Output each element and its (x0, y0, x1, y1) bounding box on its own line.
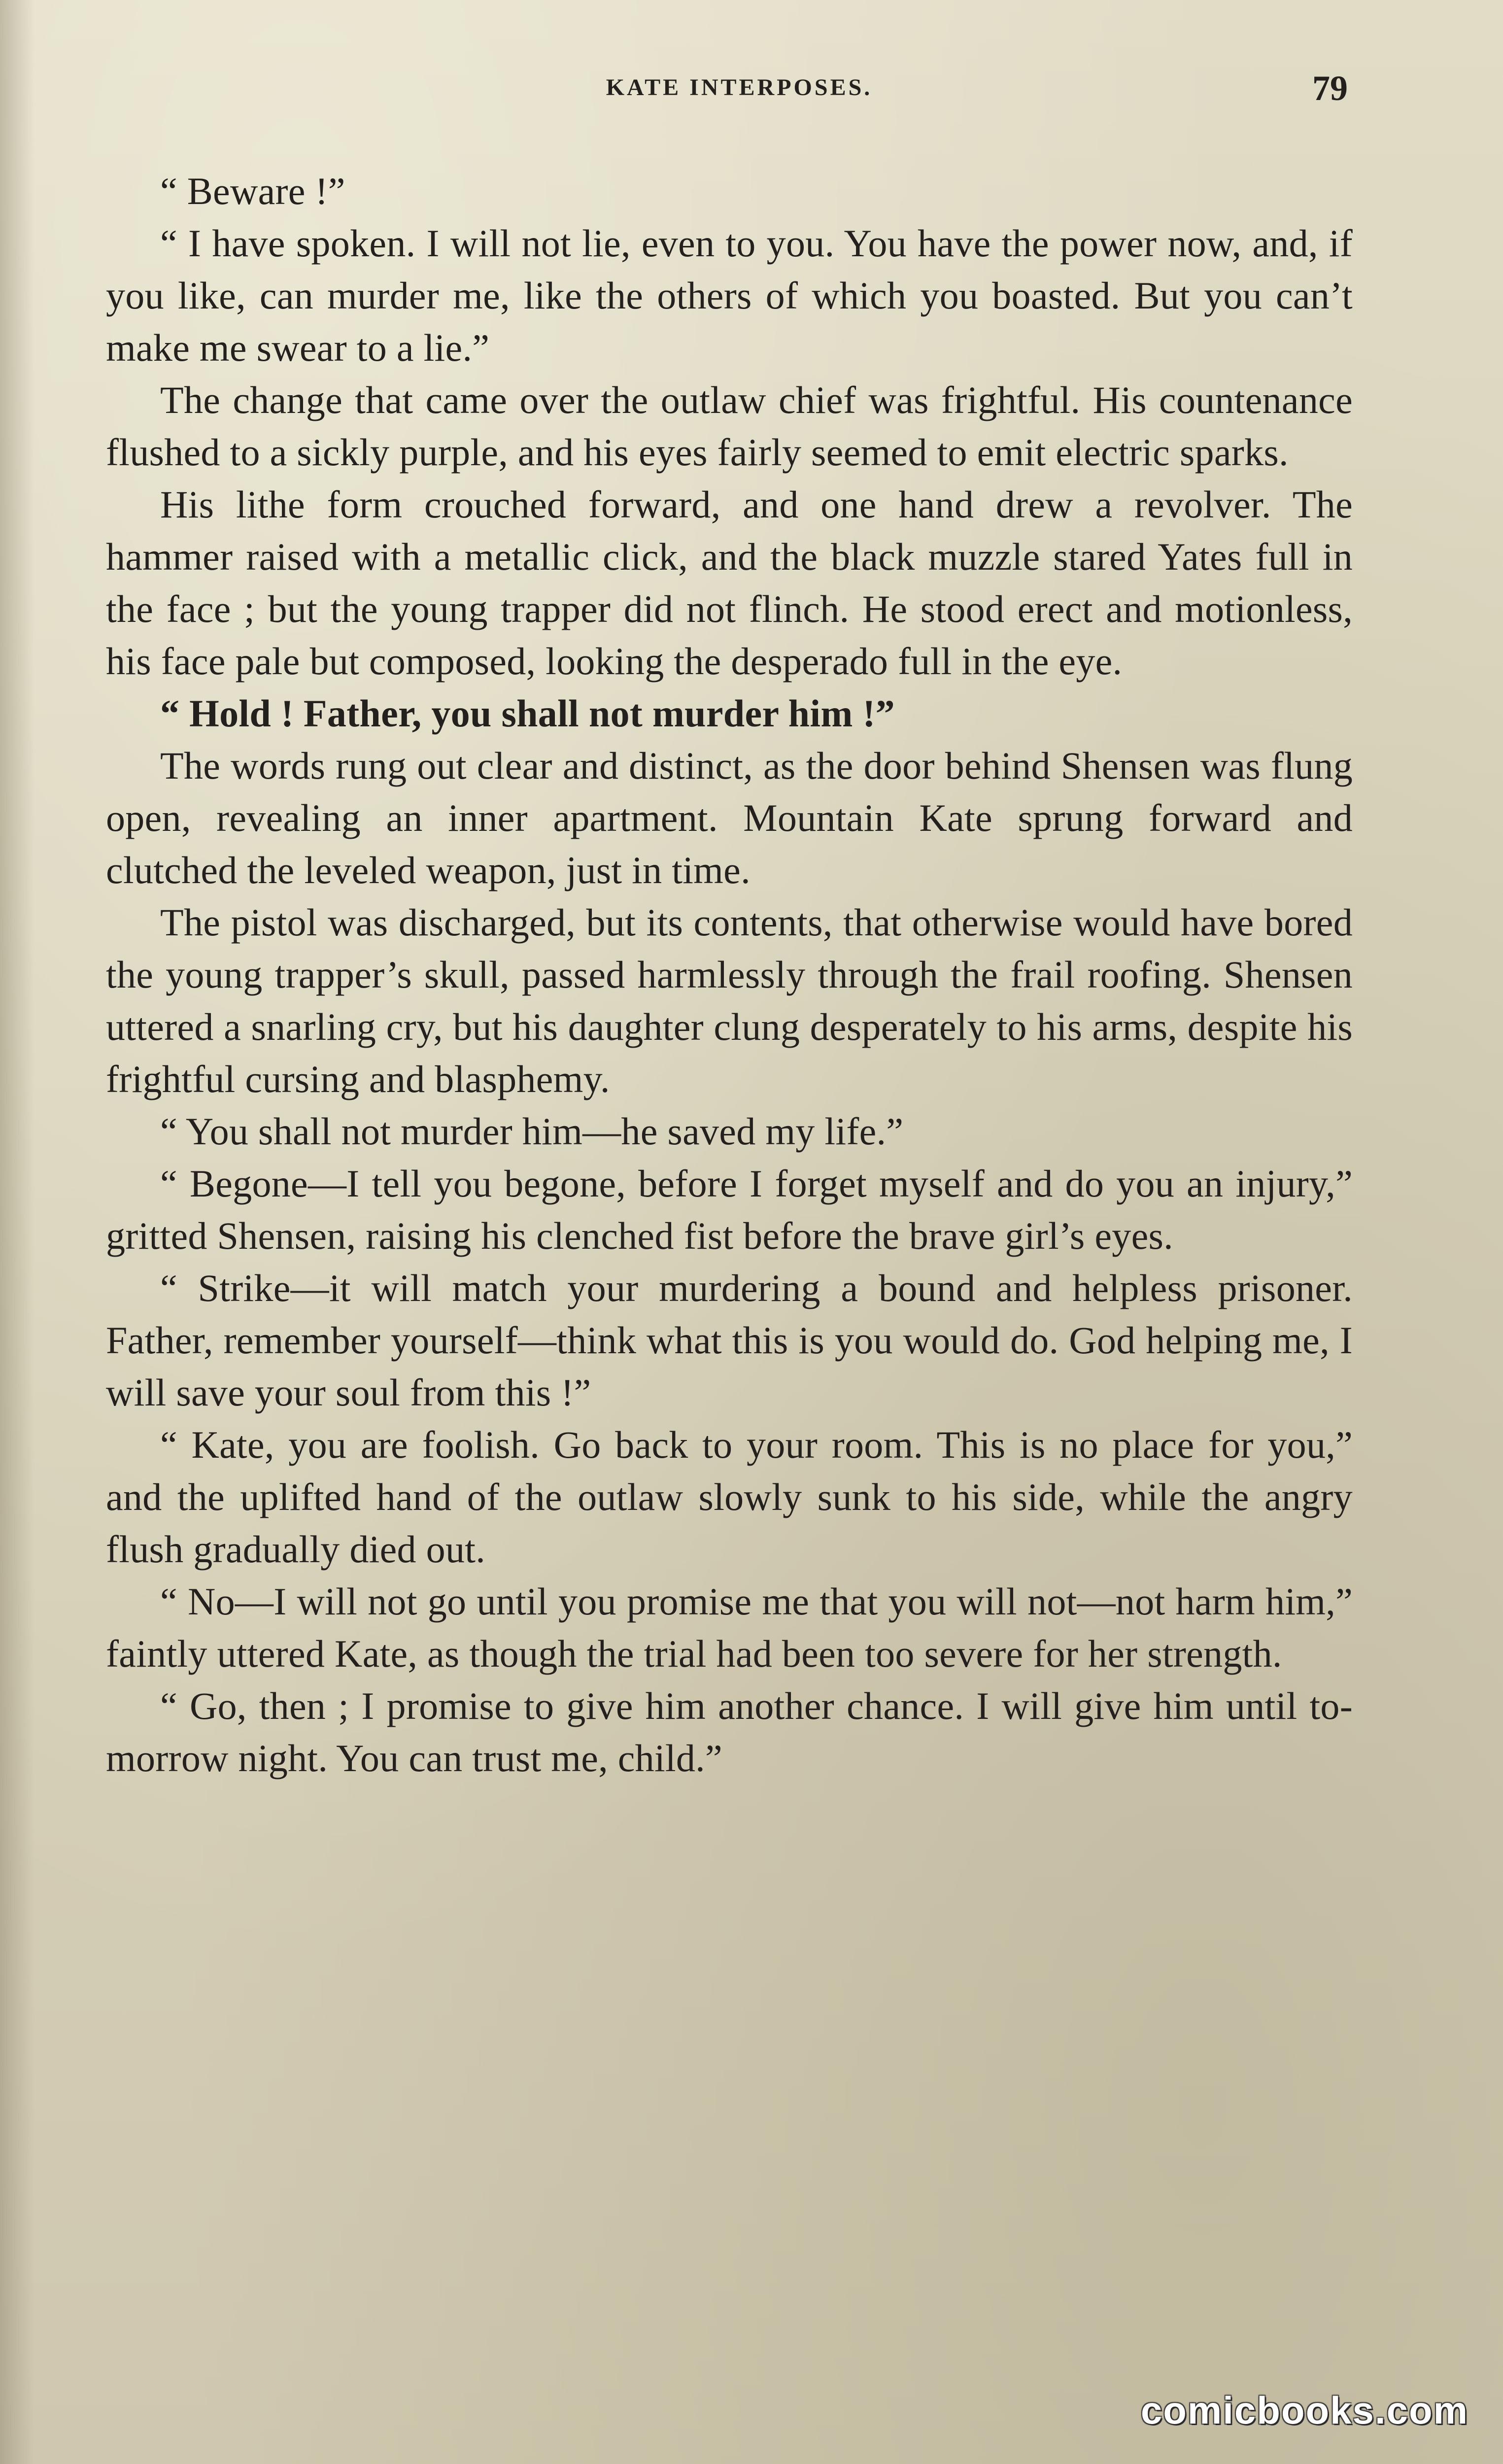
paragraph: “ Go, then ; I promise to give him another chance. I will give him until to-morrow night. You can trust me, child.” (106, 1684, 1353, 1780)
paragraph: “ Strike—it will match your murdering a bound and helpless prisoner. Father, remember yourself—think what this is you would do. God helping me, I will save your soul from this !” (106, 1266, 1353, 1414)
paragraph: The words rung out clear and distinct, as the door behind Shensen was flung open, revealing an inner apartment. Mountain Kate sprung forward and clutched the leveled weapon, just in time. (106, 744, 1353, 891)
paragraph: “ Begone—I tell you begone, before I forget myself and do you an injury,” gritted Shensen, raising his clenched fist before the brave girl’s eyes. (106, 1162, 1353, 1257)
paragraph: His lithe form crouched forward, and one hand drew a revolver. The hammer raised with a metallic click, and the black muzzle stared Yates full in the face ; but the young trapper did not flinch. He stood erect and motionless, his face pale but composed, looking the desperado full in the eye. (106, 483, 1353, 683)
paragraph: “ You shall not murder him—he saved my life.” (160, 1110, 904, 1153)
running-head: KATE INTERPOSES. (606, 74, 873, 101)
paragraph: “ Kate, you are foolish. Go back to your room. This is no place for you,” and the uplifted hand of the outlaw slowly sunk to his side, while the angry flush gradually died out. (106, 1423, 1353, 1571)
paragraph: The change that came over the outlaw chief was frightful. His countenance flushed to a sickly purple, and his eyes fairly seemed to emit electric sparks. (106, 378, 1353, 474)
page-edge-shadow (0, 0, 34, 2464)
site-watermark: comicbooks.com (1140, 2389, 1469, 2432)
paragraph: “ No—I will not go until you promise me that you will not—not harm him,” faintly uttered Kate, as though the trial had been too severe for her strength. (106, 1580, 1353, 1675)
paragraph: “ Beware !” (160, 170, 345, 212)
page-header (0, 68, 1503, 118)
paragraph: “ I have spoken. I will not lie, even to you. You have the power now, and, if you like, can murder me, like the others of which you boasted. But you can’t make me swear to a lie.” (106, 222, 1353, 369)
body-text (106, 165, 1353, 1784)
paragraph: The pistol was discharged, but its contents, that otherwise would have bored the young trapper’s skull, passed harmlessly through the frail roofing. Shensen uttered a snarling cry, but his daughter clung desperately to his arms, despite his frightful cursing and blasphemy. (106, 901, 1353, 1100)
page-number: 79 (1312, 68, 1348, 108)
paragraph: “ Hold ! Father, you shall not murder him !” (160, 692, 895, 735)
